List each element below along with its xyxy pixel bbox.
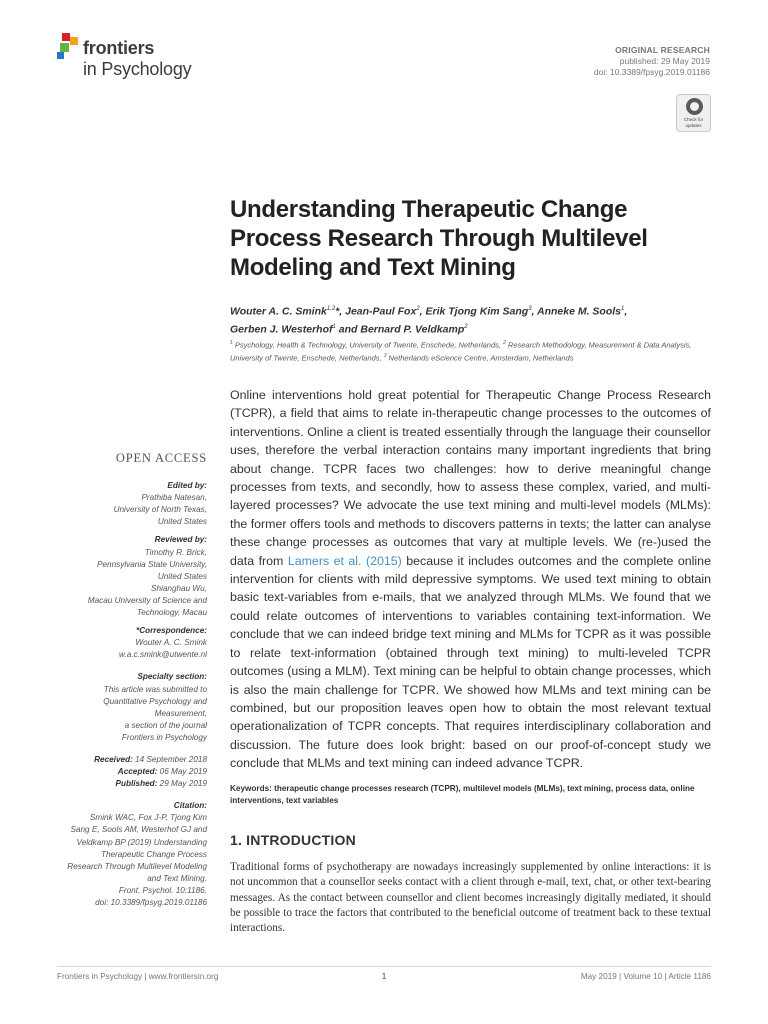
accepted-label: Accepted: bbox=[117, 767, 158, 777]
published-label: Published: bbox=[115, 779, 158, 789]
citation-line: Veldkamp BP (2019) Understanding bbox=[76, 837, 207, 847]
citation-label: Citation: bbox=[173, 801, 207, 811]
author-name[interactable]: Gerben J. Westerhof bbox=[230, 323, 333, 335]
correspondence-name: Wouter A. C. Smink bbox=[135, 638, 207, 648]
reviewer-line: Technology, Macau bbox=[136, 608, 207, 618]
editor-line: United States bbox=[157, 517, 207, 527]
citation-line: and Text Mining. bbox=[147, 873, 207, 883]
affil-sup: 2 bbox=[503, 340, 506, 346]
specialty-line: Frontiers in Psychology bbox=[121, 732, 207, 742]
affil-text: Netherlands eScience Centre, Amsterdam, Netherlands bbox=[386, 353, 574, 363]
author-separator: , bbox=[531, 305, 537, 318]
reviewer-line: Timothy R. Brick, bbox=[144, 547, 207, 557]
correspondence-label: *Correspondence: bbox=[136, 626, 207, 636]
author-name[interactable]: Wouter A. C. Smink bbox=[230, 305, 327, 318]
reference-link[interactable]: Lamers et al. (2015) bbox=[287, 553, 402, 568]
author-affil-sup: 1 bbox=[621, 306, 625, 312]
check-for-updates-badge[interactable] bbox=[676, 94, 711, 132]
abstract bbox=[230, 386, 711, 773]
article-info-sidebar bbox=[60, 452, 207, 909]
author-name[interactable]: Erik Tjong Kim Sang bbox=[425, 305, 529, 318]
edited-by-label: Edited by: bbox=[167, 481, 207, 491]
affil-text: Psychology, Health & Technology, University of Twente, Enschede, Netherlands, bbox=[232, 340, 504, 350]
published-date: published: 29 May 2019 bbox=[619, 56, 710, 66]
author-name[interactable]: Jean-Paul Fox bbox=[345, 305, 417, 318]
reviewer-line: Shianghau Wu, bbox=[151, 583, 207, 593]
affil-sup: 1 bbox=[230, 340, 233, 346]
open-access-label: OPEN ACCESS bbox=[115, 451, 207, 465]
frontiers-logo[interactable] bbox=[56, 33, 216, 83]
affil-sup: 3 bbox=[383, 353, 387, 359]
author-affil-sup: 1,2 bbox=[326, 306, 336, 312]
author-affil-sup: 2 bbox=[464, 323, 468, 330]
introduction-paragraph: Traditional forms of psychotherapy are nowadays increasingly supplemented by online interactions: it is not uncommon that a counsellor seeks contact with a client through e-mail, text, chat, or other text-bearing messages. As the contact between counsellor and client becomes increasingly digitally mediated, it should be possible to trace the factors that contributed to the beneficial outcome of treatment back to these textual interactions. bbox=[230, 861, 711, 935]
received-date bbox=[60, 754, 207, 766]
reviewed-by-label: Reviewed by: bbox=[154, 535, 207, 545]
article-type: ORIGINAL RESEARCH bbox=[615, 45, 710, 55]
citation-line: Front. Psychol. 10:1186. bbox=[118, 885, 207, 895]
citation-line: Therapeutic Change Process bbox=[100, 849, 207, 859]
specialty-section-label: Specialty section: bbox=[137, 672, 207, 682]
published-date-sidebar bbox=[60, 778, 207, 790]
specialty-line: a section of the journal bbox=[124, 720, 207, 730]
keywords: Keywords: therapeutic change processes research (TCPR), multilevel models (MLMs), text mining, process data, online interventions, text variables bbox=[230, 784, 695, 805]
frontiers-logo-icon bbox=[56, 33, 80, 61]
citation-line: Research Through Multilevel Modeling bbox=[67, 861, 207, 871]
citation-doi[interactable]: doi: 10.3389/fpsyg.2019.01186 bbox=[95, 898, 207, 907]
author-separator: *, bbox=[335, 305, 346, 318]
reviewer-line: Macau University of Science and bbox=[87, 595, 207, 605]
badge-text-check: Check for bbox=[683, 117, 704, 122]
specialty-line: Quantitative Psychology and bbox=[103, 696, 207, 706]
footer-issue-info: May 2019 | Volume 10 | Article 1186 bbox=[580, 972, 711, 981]
logo-journal-text: in Psychology bbox=[83, 59, 192, 79]
editor-line: University of North Texas, bbox=[113, 505, 207, 515]
badge-text-updates: updates bbox=[685, 122, 702, 128]
doi-link[interactable]: doi: 10.3389/fpsyg.2019.01186 bbox=[593, 67, 710, 77]
footer-divider bbox=[57, 966, 711, 967]
accepted-date bbox=[60, 766, 207, 778]
check-updates-icon bbox=[686, 98, 703, 115]
author-name[interactable]: Bernard P. Veldkamp bbox=[360, 323, 465, 335]
specialty-line: This article was submitted to bbox=[103, 684, 207, 694]
article-title: Understanding Therapeutic Change Process Research Through Multilevel Modeling and Text Mining bbox=[230, 196, 648, 281]
received-label: Received: bbox=[94, 754, 133, 764]
correspondence-email[interactable]: w.a.c.smink@utwente.nl bbox=[119, 650, 207, 660]
author-affil-sup: 2 bbox=[416, 306, 420, 312]
abstract-text: because it includes outcomes and the complete online intervention for clients with mild depressive symptoms. We used text mining to obtain basic text-variables from e-mails, that we analyzed through MLMs. We found that we could relate outcomes of interventions to variables containing text-information. We conclude that we can indeed bridge text mining and MLMs for TCPR as it was possible to relate text-information (obtained through text mining) to multi-leveled TCPR outcomes (using a MLM). Text mining can be helpful to obtain change processes, which is also the main challenge for TCPR. We showed how MLMs and text mining can be combined, but our proposition leaves open how to obtain the most relevant textual operationalization of TCPR concepts. That requires interdisciplinary collaboration and discussion. The future does look bright: based on our proof-of-concept study we conclude that MLMs and text mining can indeed advance TCPR. bbox=[230, 553, 711, 771]
logo-brand-text: frontiers bbox=[83, 38, 155, 58]
footer-journal-link[interactable]: Frontiers in Psychology | www.frontiersin.org bbox=[57, 972, 219, 981]
section-heading-introduction: 1. INTRODUCTION bbox=[230, 832, 356, 848]
author-name[interactable]: Anneke M. Sools bbox=[536, 305, 621, 318]
citation-line: Sang E, Sools AM, Westerhof GJ and bbox=[70, 825, 207, 835]
page-number: 1 bbox=[381, 972, 387, 981]
specialty-line: Measurement, bbox=[154, 708, 207, 718]
reviewer-line: Pennsylvania State University, bbox=[97, 559, 207, 569]
author-separator: and bbox=[335, 323, 361, 335]
received-value: 14 September 2018 bbox=[132, 754, 207, 764]
reviewer-line: United States bbox=[157, 571, 207, 581]
affiliations bbox=[230, 338, 720, 364]
editor-line: Prathiba Natesan, bbox=[141, 493, 207, 503]
author-separator: , bbox=[624, 305, 628, 318]
published-value: 29 May 2019 bbox=[157, 779, 207, 789]
abstract-text: Online interventions hold great potential for Therapeutic Change Process Research (TCPR), a field that aims to relate in-therapeutic change processes to the outcomes of interventions. Online a client is treated essentially through the language their counsellor uses, therefore the verbal interaction contains many important ingredients that bring about change. TCPR faces two challenges: how to derive meaningful change processes from texts, and secondly, how to assess these complex, varied, and multi-layered processes? We advocate the use text mining and multi-level models (MLMs): the former offers tools and methods to discovers patterns in texts; the latter can analyse these change processes as outcomes that vary at multiple levels. We (re-)used the data from bbox=[230, 388, 711, 568]
author-affil-sup: 1 bbox=[332, 323, 336, 330]
affil-text: Research Methodology, Measurement & Data Analysis, University of Twente, Enschede, Netherlands, bbox=[230, 340, 692, 363]
article-meta bbox=[594, 45, 710, 78]
author-list bbox=[230, 302, 720, 337]
citation-line: Smink WAC, Fox J-P, Tjong Kim bbox=[89, 813, 207, 823]
accepted-value: 06 May 2019 bbox=[157, 767, 207, 777]
author-affil-sup: 3 bbox=[528, 306, 532, 312]
author-separator: , bbox=[419, 305, 426, 318]
